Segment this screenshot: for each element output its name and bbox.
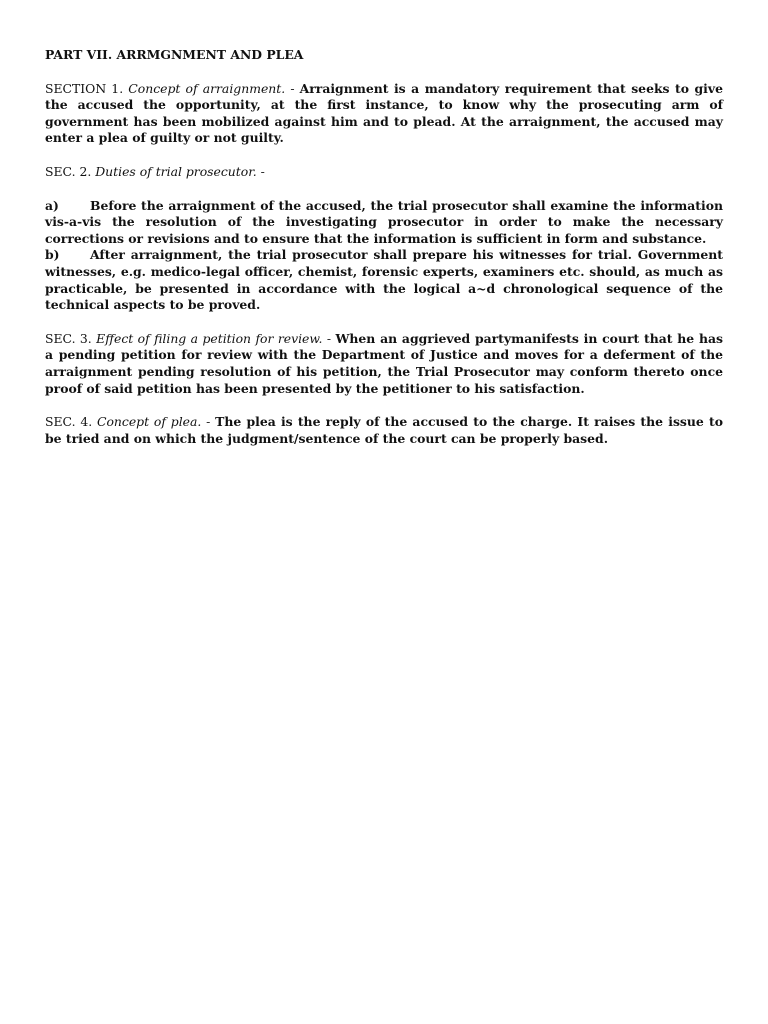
section-4-label: SEC. 4. [45, 414, 93, 430]
document-title: PART VII. ARRMGNMENT AND PLEA [45, 47, 304, 62]
section-1 [45, 81, 723, 147]
item-text-a: Before the arraignment of the accused, the trial prosecutor shall examine the information vis-a-vis the resolution of the investigating prosecutor in order to make the necessary corrections or revisions and to ensure that the information is sufficient in form and substance. [45, 197, 723, 246]
section-1-text: Arraignment is a mandatory requirement that seeks to give the accused the opportunity, at the first instance, to know why the prosecuting arm of government has been mobilized against him and to plead. At the arraignment, the accused may enter a plea of guilty or not guilty. [45, 80, 723, 146]
section-3-text: When an aggrieved partymanifests in court that he has a pending petition for review with the Department of Justice and moves for a deferment of the arraignment pending resolution of his petition, the Trial Prosecutor may conform thereto once proof of said petition has been presented by the petitioner to his satisfaction. [45, 330, 723, 396]
section-2-items [45, 198, 723, 314]
section-3 [45, 331, 723, 397]
section-4-heading: Concept of plea. - [96, 414, 211, 430]
section-3-heading: Effect of filing a petition for review. - [96, 330, 332, 346]
section-2-item-a [45, 198, 723, 248]
item-marker-b: b) [45, 247, 60, 263]
section-2-heading: Duties of trial prosecutor. - [95, 163, 265, 179]
section-1-label: SECTION 1. [45, 80, 124, 96]
section-2-item-b [45, 247, 723, 313]
item-text-b: After arraignment, the trial prosecutor shall prepare his witnesses for trial. Government witnesses, e.g. medico-legal officer, chemist, forensic experts, examiners etc. should, as much as practicable, be presented in accordance with the logical a~d chronological sequence of the technical aspects to be proved. [45, 247, 723, 313]
document-page [45, 47, 723, 464]
section-3-label: SEC. 3. [45, 330, 92, 346]
section-4 [45, 414, 723, 447]
section-4-text: The plea is the reply of the accused to the charge. It raises the issue to be tried and on which the judgment/sentence of the court can be properly based. [45, 414, 723, 446]
section-1-heading: Concept of arraignment. - [128, 80, 295, 96]
item-marker-a: a) [45, 197, 59, 213]
section-2 [45, 164, 723, 181]
section-2-label: SEC. 2. [45, 163, 92, 179]
